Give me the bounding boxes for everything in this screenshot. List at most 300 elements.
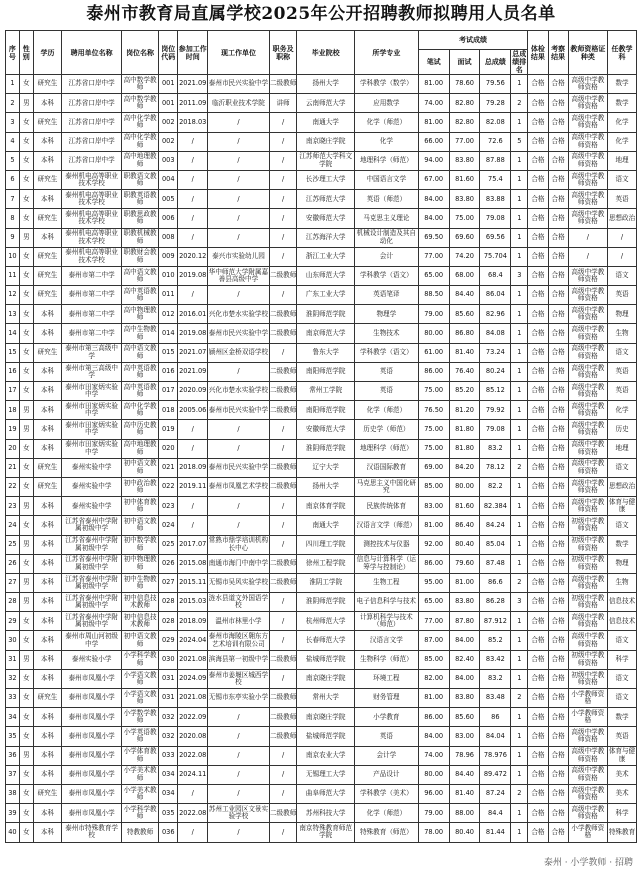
- table-row: [6, 765, 637, 784]
- table-cell: 84.20: [449, 458, 480, 477]
- table-cell: 四川理工学院: [297, 535, 354, 554]
- table-cell: 高中历史教师: [121, 420, 158, 439]
- table-cell: 苏州工业园区文景实验学校: [208, 804, 270, 823]
- table-cell: 32: [6, 669, 20, 688]
- table-cell: 二级教师: [269, 401, 297, 420]
- table-cell: 1: [511, 631, 528, 650]
- table-cell: 1: [511, 746, 528, 765]
- table-row: [6, 650, 637, 669]
- table-cell: 女: [19, 765, 33, 784]
- table-cell: 英语: [608, 382, 637, 401]
- table-cell: 常熟市鼎学培训机构长中心: [208, 535, 270, 554]
- table-cell: /: [269, 190, 297, 209]
- table-cell: 本科: [33, 535, 62, 554]
- table-cell: 特教教师: [121, 823, 158, 842]
- table-cell: 2018.03: [178, 113, 208, 132]
- header-unit: 聘用单位名称: [62, 31, 122, 75]
- table-cell: 特殊教育（师范）: [354, 823, 418, 842]
- table-cell: 13: [6, 305, 20, 324]
- table-cell: 初中语文教师: [121, 516, 158, 535]
- table-cell: 2: [511, 94, 528, 113]
- header-edu: 学历: [33, 31, 62, 75]
- table-cell: /: [269, 439, 297, 458]
- table-cell: 006: [159, 209, 178, 228]
- table-cell: 江苏省泰州中学附属初级中学: [62, 573, 122, 592]
- table-cell: 扬州大学: [297, 477, 354, 496]
- table-cell: 物理: [608, 554, 637, 573]
- table-row: [6, 477, 637, 496]
- table-cell: 合格: [528, 823, 548, 842]
- table-cell: 1: [511, 497, 528, 516]
- table-cell: 本科: [33, 765, 62, 784]
- table-cell: 合格: [548, 458, 568, 477]
- table-cell: 87.00: [418, 631, 449, 650]
- table-cell: 16: [6, 362, 20, 381]
- table-cell: 二级教师: [269, 554, 297, 573]
- table-cell: 测控技术与仪器: [354, 535, 418, 554]
- table-cell: 地理: [608, 151, 637, 170]
- table-cell: 029: [159, 631, 178, 650]
- table-cell: 南京晓庄学院: [297, 669, 354, 688]
- table-cell: 009: [159, 247, 178, 266]
- table-cell: 高级中学教师资格: [568, 75, 607, 94]
- table-cell: 84.40: [449, 286, 480, 305]
- table-cell: 泰州市第二中学: [62, 286, 122, 305]
- table-cell: 88.50: [418, 286, 449, 305]
- table-cell: 86.00: [418, 362, 449, 381]
- table-cell: 78.00: [418, 823, 449, 842]
- table-cell: 015: [159, 343, 178, 362]
- table-cell: 2021.07: [178, 343, 208, 362]
- table-cell: 华中师范大学附属嘉善县高级中学: [208, 266, 270, 285]
- table-cell: 泰州市民兴实验中学: [208, 75, 270, 94]
- table-cell: 78.12: [480, 458, 511, 477]
- table-cell: 81.80: [449, 439, 480, 458]
- table-cell: 信息与计算科学（运筹学与控制论）: [354, 554, 418, 573]
- table-cell: 无锡市东亭实验小学: [208, 689, 270, 708]
- table-cell: 87.48: [480, 554, 511, 573]
- table-cell: 高级中学教师资格: [568, 612, 607, 631]
- table-cell: 合格: [528, 190, 548, 209]
- table-cell: 合格: [548, 689, 568, 708]
- table-cell: 盐城师范学院: [297, 727, 354, 746]
- table-cell: 英语（师范）: [354, 190, 418, 209]
- table-cell: 高级中学教师资格: [568, 420, 607, 439]
- table-cell: 马克思主义理论: [354, 209, 418, 228]
- table-cell: 79.56: [480, 75, 511, 94]
- table-cell: /: [269, 593, 297, 612]
- table-cell: 淮阴师范学院: [297, 439, 354, 458]
- table-cell: 研究生: [33, 113, 62, 132]
- table-cell: 2024.04: [178, 631, 208, 650]
- table-cell: 职教语文教师: [121, 170, 158, 189]
- table-cell: 003: [159, 151, 178, 170]
- table-cell: 87.912: [480, 612, 511, 631]
- table-cell: 化学: [354, 132, 418, 151]
- table-cell: /: [178, 823, 208, 842]
- table-cell: 11: [6, 266, 20, 285]
- table-cell: 江苏师范大学: [297, 190, 354, 209]
- table-cell: 合格: [548, 209, 568, 228]
- table-cell: 地理科学（师范）: [354, 439, 418, 458]
- table-cell: 泰州市田家炳实验中学: [62, 401, 122, 420]
- table-cell: 合格: [528, 420, 548, 439]
- table-row: [6, 170, 637, 189]
- header-subject: 任教学科: [608, 31, 637, 75]
- table-cell: 生物工程: [354, 573, 418, 592]
- table-cell: 69.56: [480, 228, 511, 247]
- table-cell: 小学科学教师: [121, 804, 158, 823]
- table-cell: 032: [159, 727, 178, 746]
- table-cell: 75.00: [418, 439, 449, 458]
- table-cell: /: [208, 132, 270, 151]
- table-cell: /: [178, 151, 208, 170]
- table-cell: 合格: [548, 669, 568, 688]
- table-cell: /: [269, 209, 297, 228]
- table-cell: 016: [159, 362, 178, 381]
- table-cell: 合格: [528, 727, 548, 746]
- table-cell: 泰州市凤凰小学: [62, 669, 122, 688]
- table-cell: /: [269, 516, 297, 535]
- table-cell: 1: [511, 612, 528, 631]
- table-cell: 合格: [548, 650, 568, 669]
- table-cell: 合格: [548, 516, 568, 535]
- table-cell: 中国语言文学: [354, 170, 418, 189]
- table-cell: 女: [19, 458, 33, 477]
- table-cell: 汉语言文学（师范）: [354, 516, 418, 535]
- table-cell: 无锡市吴风实验学校: [208, 573, 270, 592]
- table-row: [6, 362, 637, 381]
- table-cell: 81.60: [449, 497, 480, 516]
- table-cell: 75.00: [418, 420, 449, 439]
- table-cell: 英语笔译: [354, 286, 418, 305]
- table-cell: 79.00: [418, 305, 449, 324]
- table-cell: 合格: [528, 746, 548, 765]
- table-cell: 2022.08: [178, 804, 208, 823]
- table-cell: 合格: [528, 343, 548, 362]
- table-cell: 74.00: [418, 94, 449, 113]
- table-row: [6, 401, 637, 420]
- table-cell: 泰州市周山河初级中学: [62, 631, 122, 650]
- table-cell: 女: [19, 75, 33, 94]
- table-cell: 英语: [354, 382, 418, 401]
- table-row: [6, 554, 637, 573]
- table-cell: 研究生: [33, 784, 62, 803]
- table-cell: 7: [6, 190, 20, 209]
- table-cell: 广东工业大学: [297, 286, 354, 305]
- table-cell: 高中英语教师: [121, 382, 158, 401]
- table-cell: 本科: [33, 151, 62, 170]
- table-cell: 1: [6, 75, 20, 94]
- table-cell: 南京特殊教育师范学院: [297, 823, 354, 842]
- table-cell: 初中政治教师: [121, 477, 158, 496]
- table-cell: 高中化学教师: [121, 401, 158, 420]
- table-cell: 1: [511, 151, 528, 170]
- table-cell: 职教思政教师: [121, 209, 158, 228]
- table-cell: /: [208, 170, 270, 189]
- table-cell: 2020.09: [178, 382, 208, 401]
- table-cell: 泰州市凤凰小学: [62, 746, 122, 765]
- table-cell: 泰州市姜堰区城西学校: [208, 669, 270, 688]
- table-cell: 二级教师: [269, 458, 297, 477]
- table-cell: /: [178, 784, 208, 803]
- table-cell: 合格: [548, 746, 568, 765]
- table-cell: 78.976: [480, 746, 511, 765]
- table-cell: 合格: [548, 631, 568, 650]
- table-cell: 31: [6, 650, 20, 669]
- table-cell: 应用数学: [354, 94, 418, 113]
- table-cell: 高级中学教师资格: [568, 401, 607, 420]
- table-cell: 体育与健康: [608, 497, 637, 516]
- table-cell: 80.00: [418, 324, 449, 343]
- table-cell: 29: [6, 612, 20, 631]
- table-cell: 研究生: [33, 458, 62, 477]
- table-cell: 2021.08: [178, 689, 208, 708]
- table-row: [6, 266, 637, 285]
- table-cell: 男: [19, 401, 33, 420]
- table-cell: 化学（师范）: [354, 113, 418, 132]
- table-cell: 山东师范大学: [297, 266, 354, 285]
- table-cell: 化学（师范）: [354, 401, 418, 420]
- table-cell: 女: [19, 439, 33, 458]
- table-cell: 安徽师范大学: [297, 420, 354, 439]
- table-cell: 2021.09: [178, 75, 208, 94]
- header-school: 毕业院校: [297, 31, 354, 75]
- table-cell: 合格: [528, 247, 548, 266]
- header-current-unit: 现工作单位: [208, 31, 270, 75]
- table-cell: 030: [159, 650, 178, 669]
- table-cell: /: [269, 247, 297, 266]
- table-cell: 1: [511, 823, 528, 842]
- table-cell: 84.4: [480, 804, 511, 823]
- table-cell: 1: [511, 708, 528, 727]
- table-cell: 合格: [548, 94, 568, 113]
- table-cell: 女: [19, 612, 33, 631]
- table-cell: /: [269, 113, 297, 132]
- table-cell: /: [568, 247, 607, 266]
- table-cell: 本科: [33, 593, 62, 612]
- table-cell: 合格: [528, 228, 548, 247]
- table-cell: 高级中学教师资格: [568, 94, 607, 113]
- table-cell: /: [269, 765, 297, 784]
- table-cell: 合格: [548, 784, 568, 803]
- table-cell: 6: [6, 170, 20, 189]
- table-cell: 83.80: [449, 689, 480, 708]
- table-cell: 1: [511, 75, 528, 94]
- table-row: [6, 113, 637, 132]
- table-row: [6, 286, 637, 305]
- table-cell: 2015.03: [178, 593, 208, 612]
- table-cell: 82.00: [418, 669, 449, 688]
- table-cell: 语文: [608, 458, 637, 477]
- table-cell: 81.00: [449, 573, 480, 592]
- table-cell: 地理: [608, 439, 637, 458]
- table-cell: 科学: [608, 804, 637, 823]
- table-cell: 1: [511, 516, 528, 535]
- table-cell: /: [178, 439, 208, 458]
- table-cell: 南通大学: [297, 516, 354, 535]
- table-cell: 合格: [528, 535, 548, 554]
- table-cell: 二级教师: [269, 477, 297, 496]
- table-cell: 本科: [33, 190, 62, 209]
- table-cell: 86.00: [418, 708, 449, 727]
- table-row: [6, 612, 637, 631]
- table-cell: 035: [159, 804, 178, 823]
- table-cell: 本科: [33, 420, 62, 439]
- table-cell: 合格: [548, 343, 568, 362]
- table-cell: 24: [6, 516, 20, 535]
- table-cell: 高级中学教师资格: [568, 439, 607, 458]
- table-row: [6, 343, 637, 362]
- table-cell: 1: [511, 362, 528, 381]
- table-cell: 77.00: [418, 612, 449, 631]
- table-cell: 江苏省口岸中学: [62, 94, 122, 113]
- table-cell: 合格: [528, 305, 548, 324]
- table-cell: 本科: [33, 669, 62, 688]
- table-cell: 女: [19, 362, 33, 381]
- table-cell: 女: [19, 209, 33, 228]
- table-cell: 1: [511, 420, 528, 439]
- table-cell: 2017.07: [178, 535, 208, 554]
- table-cell: 泰州机电高等职业技术学校: [62, 228, 122, 247]
- table-cell: 1: [511, 477, 528, 496]
- table-cell: 小学科学教师: [121, 650, 158, 669]
- table-cell: 18: [6, 401, 20, 420]
- table-cell: 民族传统体育: [354, 497, 418, 516]
- table-cell: 3: [511, 266, 528, 285]
- table-cell: /: [269, 497, 297, 516]
- table-cell: 女: [19, 477, 33, 496]
- table-cell: 二级教师: [269, 727, 297, 746]
- table-cell: 79.08: [480, 420, 511, 439]
- table-cell: 涟水县道文外国语学校: [208, 593, 270, 612]
- table-cell: 28: [6, 593, 20, 612]
- table-cell: 本科: [33, 305, 62, 324]
- table-cell: 合格: [528, 689, 548, 708]
- table-cell: 87.80: [449, 612, 480, 631]
- table-cell: 计算机科学与技术（师范）: [354, 612, 418, 631]
- table-cell: 85.12: [480, 382, 511, 401]
- header-total: 总成绩: [480, 50, 511, 75]
- table-cell: /: [208, 228, 270, 247]
- table-cell: 泰州市第二中学: [62, 305, 122, 324]
- table-cell: 1: [511, 247, 528, 266]
- table-row: [6, 228, 637, 247]
- table-cell: 2015.11: [178, 573, 208, 592]
- table-cell: 87.88: [480, 151, 511, 170]
- table-cell: 江苏省泰州中学附属初级中学: [62, 593, 122, 612]
- table-cell: 26: [6, 554, 20, 573]
- table-cell: 14: [6, 324, 20, 343]
- table-cell: 2024.09: [178, 669, 208, 688]
- table-cell: 小学英语教师: [121, 727, 158, 746]
- table-cell: 临沂职业技术学院: [208, 94, 270, 113]
- table-cell: 高级中学教师资格: [568, 458, 607, 477]
- table-cell: 合格: [548, 708, 568, 727]
- table-cell: 84.00: [418, 209, 449, 228]
- table-cell: 高级中学教师资格: [568, 209, 607, 228]
- table-cell: 85.00: [418, 650, 449, 669]
- table-row: [6, 631, 637, 650]
- table-cell: 地理科学（师范）: [354, 151, 418, 170]
- table-row: [6, 458, 637, 477]
- table-cell: 83.88: [480, 190, 511, 209]
- table-cell: 常州大学: [297, 689, 354, 708]
- table-cell: 高级中学教师资格: [568, 765, 607, 784]
- table-cell: 男: [19, 573, 33, 592]
- table-cell: /: [269, 631, 297, 650]
- table-cell: 020: [159, 439, 178, 458]
- table-cell: 职教财会教师: [121, 247, 158, 266]
- table-cell: 初级中学教师资格: [568, 516, 607, 535]
- table-row: [6, 305, 637, 324]
- table-cell: 二级教师: [269, 266, 297, 285]
- table-cell: 泰州市凤凰小学: [62, 804, 122, 823]
- table-cell: 10: [6, 247, 20, 266]
- table-cell: 英语: [608, 286, 637, 305]
- table-cell: 合格: [528, 151, 548, 170]
- table-cell: 特殊教育: [608, 823, 637, 842]
- table-cell: 高中化学教师: [121, 132, 158, 151]
- table-cell: 女: [19, 631, 33, 650]
- table-cell: 初中语文教师: [121, 458, 158, 477]
- table-cell: 2020.08: [178, 727, 208, 746]
- table-cell: 高级中学教师资格: [568, 324, 607, 343]
- table-cell: 合格: [548, 190, 568, 209]
- table-cell: /: [269, 784, 297, 803]
- table-cell: 94.00: [418, 151, 449, 170]
- table-cell: 高级中学教师资格: [568, 746, 607, 765]
- table-cell: 031: [159, 689, 178, 708]
- table-cell: /: [208, 497, 270, 516]
- table-cell: 南通大学: [297, 113, 354, 132]
- table-cell: 本科: [33, 573, 62, 592]
- table-cell: 化学: [608, 132, 637, 151]
- table-cell: 学科教学（数学）: [354, 75, 418, 94]
- table-cell: 74.20: [449, 247, 480, 266]
- table-cell: 61.00: [418, 343, 449, 362]
- table-cell: /: [269, 612, 297, 631]
- table-row: [6, 382, 637, 401]
- table-cell: 小学美术教师: [121, 784, 158, 803]
- table-cell: 66.00: [418, 132, 449, 151]
- table-cell: 淮阴师范学院: [297, 305, 354, 324]
- table-cell: 73.24: [480, 343, 511, 362]
- table-cell: 合格: [528, 593, 548, 612]
- table-cell: 小学数学教师: [121, 708, 158, 727]
- table-row: [6, 516, 637, 535]
- table-header: [6, 31, 637, 75]
- table-cell: 合格: [548, 497, 568, 516]
- table-cell: 机械设计制造及其自动化: [354, 228, 418, 247]
- table-cell: 1: [511, 382, 528, 401]
- table-cell: 女: [19, 669, 33, 688]
- table-cell: 语文: [608, 631, 637, 650]
- table-cell: /: [208, 708, 270, 727]
- table-cell: 88.00: [449, 804, 480, 823]
- table-cell: 英语: [608, 190, 637, 209]
- table-cell: 83.80: [449, 190, 480, 209]
- table-cell: 高中地理教师: [121, 439, 158, 458]
- table-cell: 83.2: [480, 439, 511, 458]
- table-cell: 江苏省泰州中学附属初级中学: [62, 516, 122, 535]
- table-cell: 82.80: [449, 94, 480, 113]
- table-row: [6, 190, 637, 209]
- table-cell: 江苏省泰州中学附属初级中学: [62, 554, 122, 573]
- table-cell: 81.00: [418, 113, 449, 132]
- table-cell: 2021.08: [178, 650, 208, 669]
- table-cell: 化学: [608, 401, 637, 420]
